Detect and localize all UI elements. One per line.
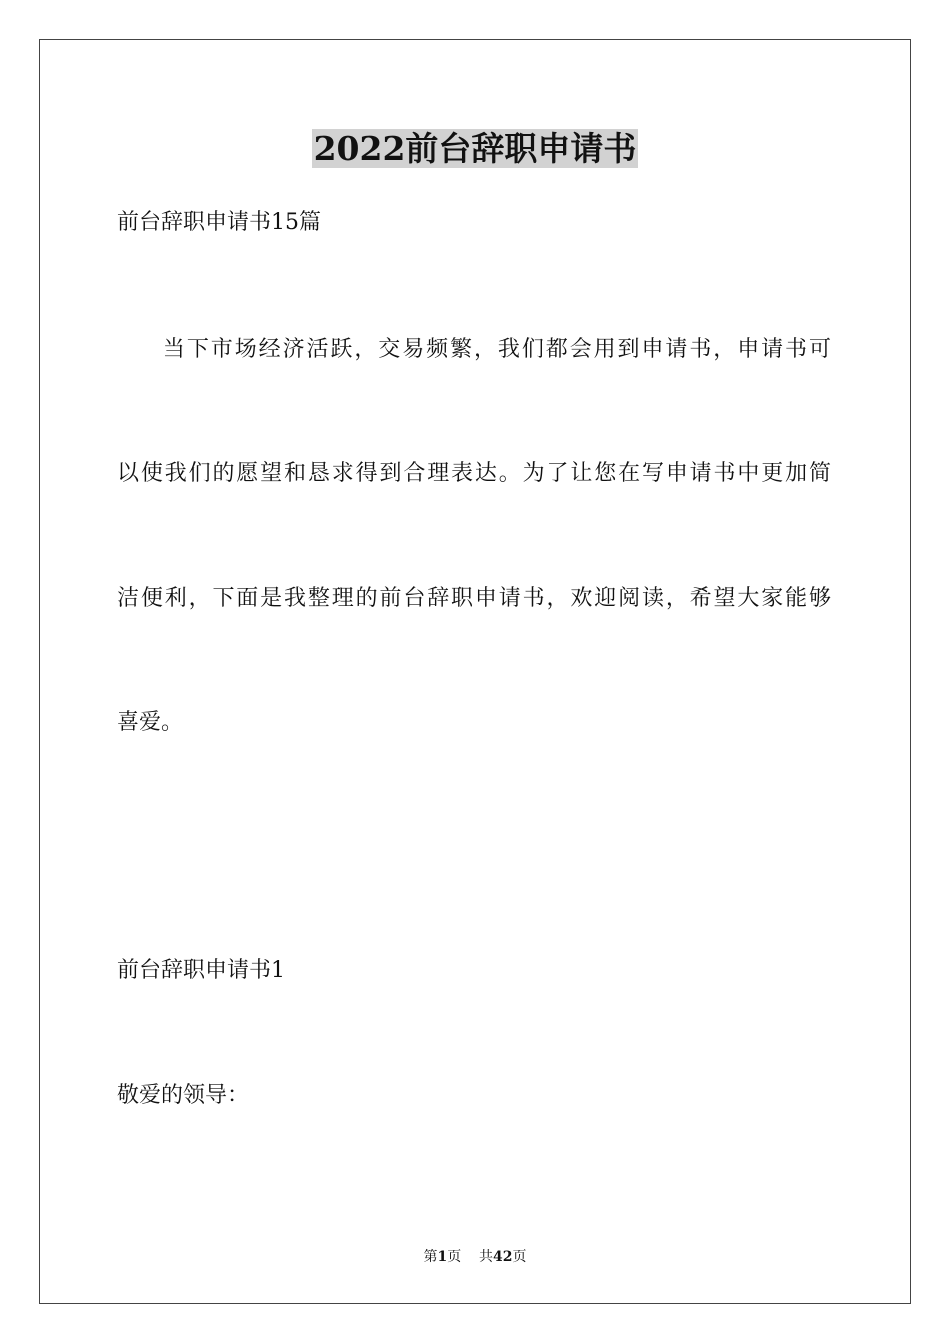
document-title: [0, 127, 950, 171]
section-heading: 前台辞职申请书1: [117, 958, 285, 983]
intro-line-1: [117, 336, 831, 364]
footer-total-suffix: 页: [512, 1249, 527, 1265]
intro-line-3: 洁便利，下面是我整理的前台辞职申请书，欢迎阅读，希望大家能够: [117, 586, 831, 611]
intro-line-2: 以使我们的愿望和恳求得到合理表达。为了让您在写申请书中更加简: [117, 461, 831, 486]
footer-total-pages: 42: [493, 1249, 513, 1265]
salutation: 敬爱的领导：: [117, 1083, 250, 1108]
document-subtitle: 前台辞职申请书15篇: [117, 210, 321, 235]
intro-line-1-text: 当下市场经济活跃，交易频繁，我们都会用到申请书，申请书可: [161, 337, 831, 362]
page-footer: [0, 1248, 950, 1266]
footer-page-prefix: 第: [423, 1249, 438, 1265]
footer-total-prefix: 共: [479, 1249, 494, 1265]
document-title-text: 2022前台辞职申请书: [313, 129, 637, 168]
footer-page-number: 1: [437, 1249, 448, 1265]
footer-page-suffix: 页: [447, 1249, 462, 1265]
intro-line-4: 喜爱。: [117, 710, 184, 735]
